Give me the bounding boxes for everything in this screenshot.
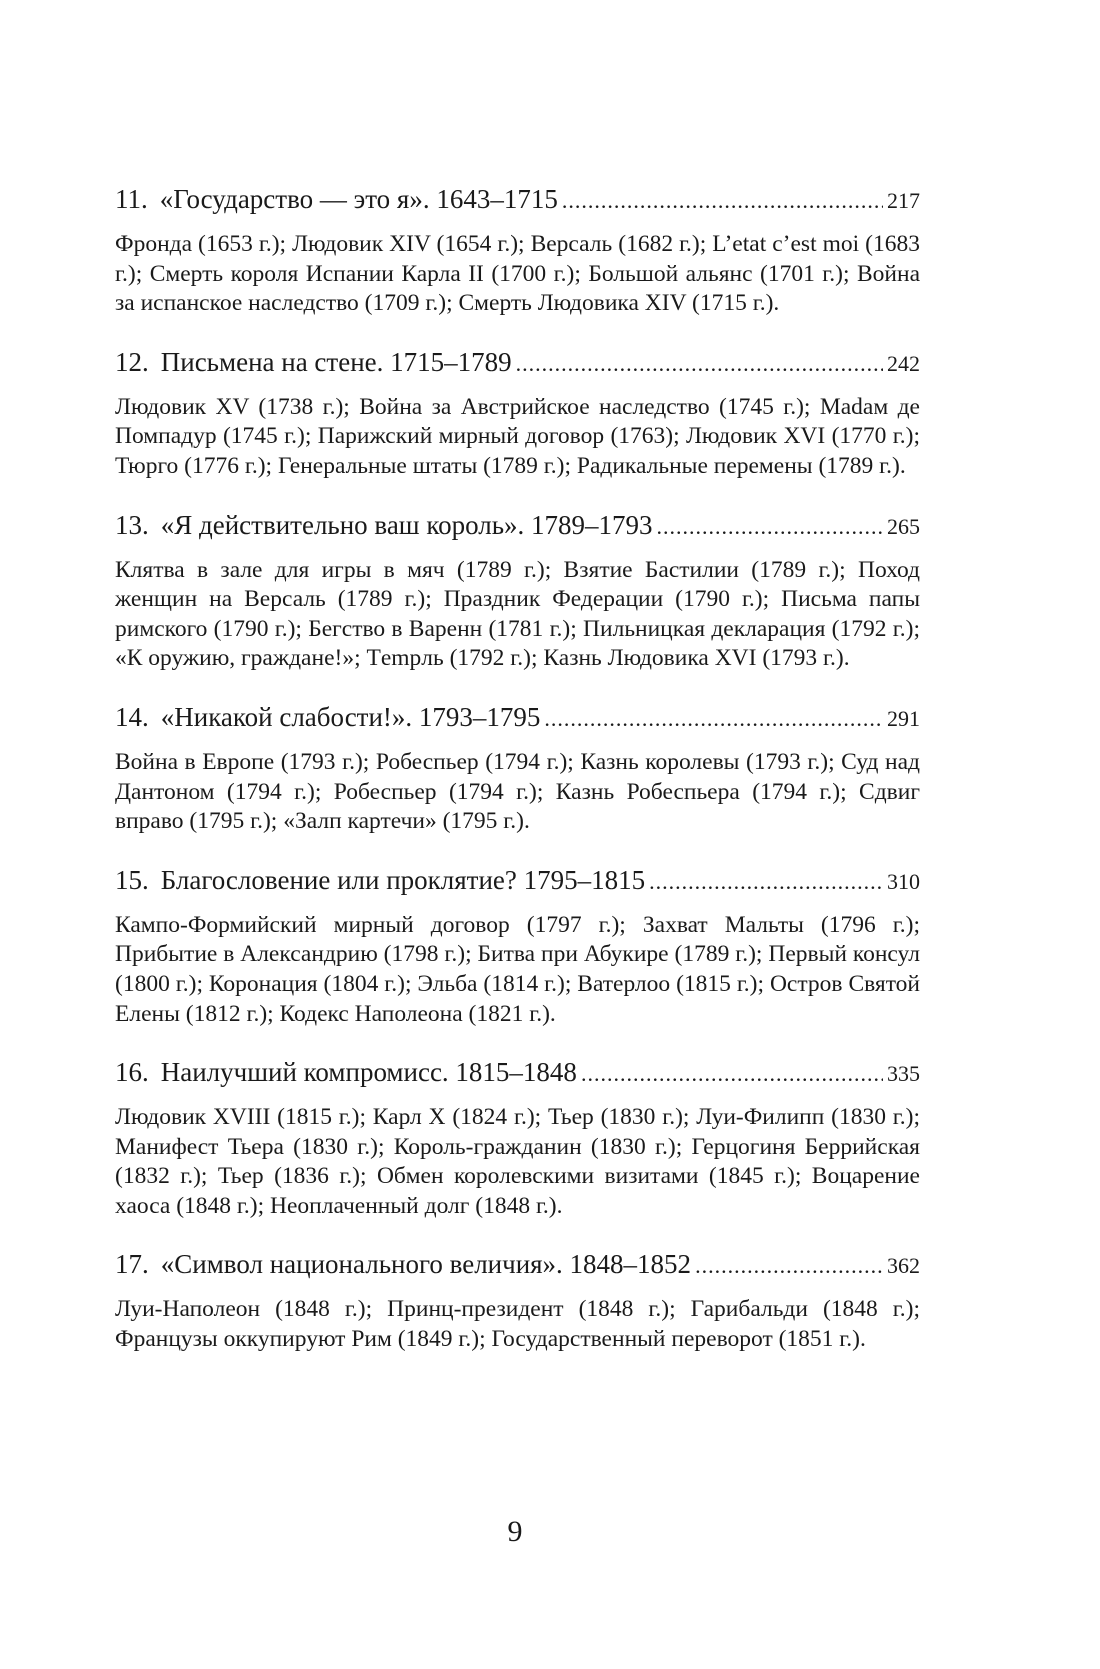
chapter-page-number: 291	[887, 705, 920, 731]
chapter-description: Кампо-Формийский мирный договор (1797 г.); Захват Мальты (1796 г.); Прибытие в Александрию (1798 г.); Битва при Абукире (1789 г.); Первый консул (1800 г.); Коронация (1804 г.); Эльба (1814 г.); Ватерлоо (1815 г.); Остров Святой Елены (1812 г.); Кодекс Наполеона (1821 г.).	[115, 911, 920, 1027]
chapter-13	[115, 508, 920, 674]
chapter-number: 17.	[115, 1249, 149, 1280]
chapter-14	[115, 700, 920, 837]
chapter-title: «Символ национального величия». 1848–1852	[160, 1249, 692, 1280]
chapter-page-number: 265	[887, 513, 920, 539]
chapter-description: Людовик XVIII (1815 г.); Карл X (1824 г.); Тьер (1830 г.); Луи-Филипп (1830 г.); Манифест Тьера (1830 г.); Король-гражданин (1830 г.); Герцогиня Беррийская (1832 г.); Тьер (1836 г.); Обмен королевскими визитами (1845 г.); Воцарение хаоса (1848 г.); Неоплаченный долг (1848 г.).	[115, 1104, 920, 1219]
chapter-title: «Никакой слабости!». 1793–1795	[160, 701, 541, 732]
chapter-description: Клятва в зале для игры в мяч (1789 г.); Взятие Бастилии (1789 г.); Поход женщин на Версаль (1789 г.); Праздник Федерации (1790 г.); Письма папы римского (1790 г.); Бегство в Варенн (1781 г.); Пильницкая декларация (1792 г.); «К оружию, граждане!»; Тempль (1792 г.); Казнь Людовика XVI (1793 г.).	[115, 556, 920, 672]
chapter-title: «Я действительно ваш король». 1789–1793	[160, 509, 653, 540]
chapter-description: Людовик XV (1738 г.); Война за Австрийское наследство (1745 г.); Маdам де Помпадур (1745 г.); Парижский мирный договор (1763); Людовик XVI (1770 г.); Тюрго (1776 г.); Генеральные штаты (1789 г.); Радикальные перемены (1789 г.).	[115, 393, 920, 479]
chapter-title: Письмена на стене. 1715–1789	[160, 346, 512, 377]
chapter-heading	[115, 863, 920, 899]
chapter-page-number: 362	[887, 1253, 920, 1279]
chapter-number: 16.	[115, 1057, 149, 1088]
chapter-description: Война в Европе (1793 г.); Робеспьер (1794 г.); Казнь королевы (1793 г.); Суд над Дантоном (1794 г.); Робеспьер (1794 г.); Казнь Робеспьера (1794 г.); Сдвиг вправо (1795 г.); «Залп картечи» (1795 г.).	[115, 748, 920, 835]
chapter-number: 15.	[115, 864, 149, 895]
chapter-heading	[115, 1247, 920, 1283]
dot-leader	[562, 184, 883, 218]
dot-leader	[649, 865, 883, 899]
chapter-15	[115, 863, 920, 1029]
chapter-page-number: 217	[887, 188, 920, 213]
chapter-title: «Государство — это я». 1643–1715	[159, 184, 558, 214]
chapter-16	[115, 1055, 920, 1221]
chapter-description: Луи-Наполеон (1848 г.); Принц-президент (1848 г.); Гарибальди (1848 г.); Французы оккупируют Рим (1849 г.); Государственный переворот (1851 г.).	[115, 1296, 920, 1353]
chapter-number: 12.	[115, 346, 149, 377]
chapter-heading	[115, 1055, 920, 1091]
dot-leader	[544, 702, 883, 736]
chapter-heading	[115, 508, 920, 544]
chapter-number: 11.	[115, 184, 148, 214]
chapter-number: 14.	[115, 701, 149, 732]
table-of-contents	[115, 182, 920, 1381]
chapter-17	[115, 1247, 920, 1354]
chapter-number: 13.	[115, 509, 149, 540]
dot-leader	[695, 1249, 883, 1283]
chapter-heading	[115, 700, 920, 736]
chapter-11	[115, 182, 920, 319]
dot-leader	[516, 347, 883, 381]
dot-leader	[657, 510, 883, 544]
chapter-page-number: 310	[887, 868, 920, 894]
chapter-description: Фронда (1653 г.); Людовик XIV (1654 г.); Версаль (1682 г.); L’etat c’est moi (1683 г.); Смерть короля Испании Карла II (1700 г.); Большой альянс (1701 г.); Война за испанское наследство (1709 г.); Смерть Людовика XIV (1715 г.).	[115, 231, 920, 317]
page-number: 9	[507, 1515, 523, 1548]
chapter-heading	[115, 182, 920, 218]
chapter-heading	[115, 345, 920, 381]
chapter-title: Благословение или проклятие? 1795–1815	[160, 864, 646, 895]
chapter-page-number: 335	[887, 1061, 920, 1087]
dot-leader	[581, 1057, 883, 1091]
chapter-title: Наилучший компромисс. 1815–1848	[160, 1057, 577, 1088]
chapter-page-number: 242	[887, 350, 920, 376]
chapter-12	[115, 345, 920, 482]
